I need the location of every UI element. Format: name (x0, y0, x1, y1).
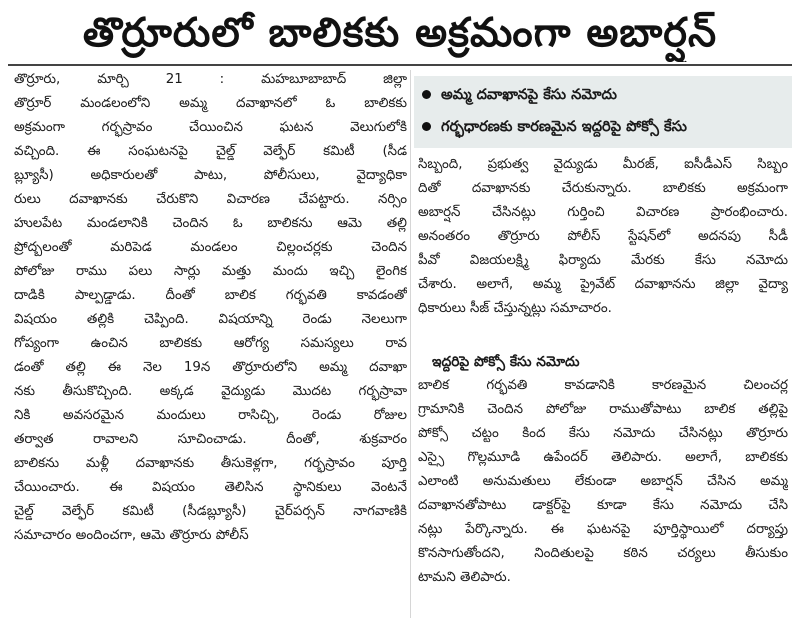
text-line: చైల్డ్ వెల్ఫేర్ కమిటీ (సీడబ్ల్యూసీ) చైర్‌పర్సన్ నాగవాణికి (14, 504, 407, 519)
text-line: ఎలాంటి అనుమతులు లేకుండా అబార్షన్ చేసిన అమ్మ (418, 474, 788, 489)
text-line: కొనసాగుతోందని, నిందితులపై కఠిన చర్యలు తీసుకుం (418, 546, 788, 561)
text-line: నకు తీసుకొచ్చింది. అక్కడ వైద్యుడు మొదట గర్భస్రావా (14, 384, 407, 399)
text-line: బాలికను మళ్లీ దవాఖానకు తీసుకెళ్లగా, గర్భస్రావం పూర్తి (14, 456, 407, 471)
text-line: వచ్చింది. ఈ సంఘటనపై చైల్డ్ వెల్ఫేర్ కమిటీ (సీడ (14, 144, 407, 159)
text-line: పోలోజు రాము పలు సార్లు మత్తు మందు ఇచ్చి లైంగిక (14, 264, 407, 279)
text-line: ఎస్సై గొల్లమూడి ఉపేందర్ తెలిపారు. అలాగే, బాలికకు (418, 450, 788, 465)
text-line: గ్రామానికి చెందిన పోలోజు రాముతోపాటు బాలిక తల్లిపై (418, 402, 788, 417)
article-right-column-continued (418, 374, 788, 590)
article-left-column (14, 68, 407, 548)
text-line: డంతో తల్లి ఈ నెల 19న తొర్రూరులోని అమ్మ దవాఖా (14, 360, 407, 375)
text-line: అక్రమంగా గర్భస్రావం చేయించిన ఘటన వెలుగులోకి (14, 120, 407, 135)
text-line: టామని తెలిపారు. (418, 570, 511, 585)
text-line: తొర్రూర్ మండలంలోని అమ్మ దవాఖానలో ఓ బాలికకు (14, 96, 407, 111)
text-line: విషయం తల్లికి చెప్పింది. విషయాన్ని రెండు నెలలుగా (14, 312, 407, 327)
text-line: బ్ల్యూసీ) అధికారులతో పాటు, పోలీసులు, వైద్యాధికా (14, 168, 407, 183)
text-line: బాలిక గర్భవతి కావడానికి కారణమైన చిలంచర్ల (418, 378, 788, 393)
text-line: చేశారు. అలాగే, అమ్మ ప్రైవేట్ దవాఖానను జిల్లా వైద్యా (418, 277, 788, 292)
text-line: అబార్షన్ చేసినట్లు గుర్తించి విచారణ ప్రారంభించారు. (418, 205, 788, 220)
text-line: రులు దవాఖానకు చేరుకొని విచారణ చేపట్టారు. నర్సిం (14, 192, 407, 207)
text-line: హులపేట మండలానికి చెందిన ఓ బాలికను ఆమె తల్లి (14, 216, 407, 231)
bullet-icon (422, 122, 431, 131)
bullet-icon (422, 90, 431, 99)
text-line: సిబ్బంది, ప్రభుత్వ వైద్యుడు మీరజ్, ఐసీడీఎస్ సిబ్బం (418, 157, 788, 172)
text-line: దవాఖానతోపాటు డాక్టర్‌పై కూడా కేసు నమోదు చేసి (418, 498, 788, 513)
text-line: తర్వాత రావాలని సూచించాడు. దీంతో, శుక్రవారం (14, 432, 407, 447)
highlight-text: అమ్మ దవాఖానపై కేసు నమోదు (441, 86, 617, 103)
text-line: నట్లు పేర్కొన్నారు. ఈ ఘటనపై పూర్తిస్థాయిలో దర్యాప్తు (418, 522, 788, 537)
highlight-item (422, 112, 790, 142)
text-line: ధికారులు సీజ్ చేస్తున్నట్లు సమాచారం. (418, 301, 612, 316)
column-divider (410, 70, 411, 618)
text-line: పీవో విజయలక్ష్మి ఫిర్యాదు మేరకు కేసు నమోదు (418, 253, 788, 268)
text-line: ప్రోద్బలంతో మరిపెడ మండలం చిల్లంచర్లకు చెందిన (14, 240, 407, 255)
text-line: దాడికి పాల్పడ్డాడు. దీంతో బాలిక గర్భవతి కావడంతో (14, 288, 407, 303)
text-line: సమాచారం అందించగా, ఆమె తొర్రూరు పోలీస్ (14, 528, 249, 543)
headline: తొర్రూరులో బాలికకు అక్రమంగా అబార్షన్ (82, 10, 718, 56)
text-line: గోప్యంగా ఉంచిన బాలికకు ఆరోగ్య సమస్యలు రావ (14, 336, 407, 351)
text-line: చేయించారు. ఈ విషయం తెలిసిన స్థానికులు వెంటనే (14, 480, 407, 495)
article-right-column (418, 153, 788, 321)
highlight-item (422, 80, 790, 110)
text-line: అనంతరం తొర్రూరు పోలీస్ స్టేషన్‌లో అదనపు సీడీ (418, 229, 788, 244)
text-line: తొర్రూరు, మార్చి 21 : మహబూబాబాద్ జిల్లా (14, 72, 407, 87)
headline-rule (8, 64, 792, 66)
subheading: ఇద్దరిపై పోక్సో కేసు నమోదు (432, 354, 580, 370)
text-line: దితో దవాఖానకు చేరుకున్నారు. బాలికకు అక్రమంగా (418, 181, 788, 196)
highlights-box (414, 76, 792, 148)
highlight-text: గర్భధారణకు కారణమైన ఇద్దరిపై పోక్సో కేసు (441, 118, 687, 135)
text-line: పోక్సో చట్టం కింద కేసు నమోదు చేసినట్లు తొర్రూరు (418, 426, 788, 441)
text-line: నికి అవసరమైన మందులు రాసిచ్చి, రెండు రోజుల (14, 408, 407, 423)
